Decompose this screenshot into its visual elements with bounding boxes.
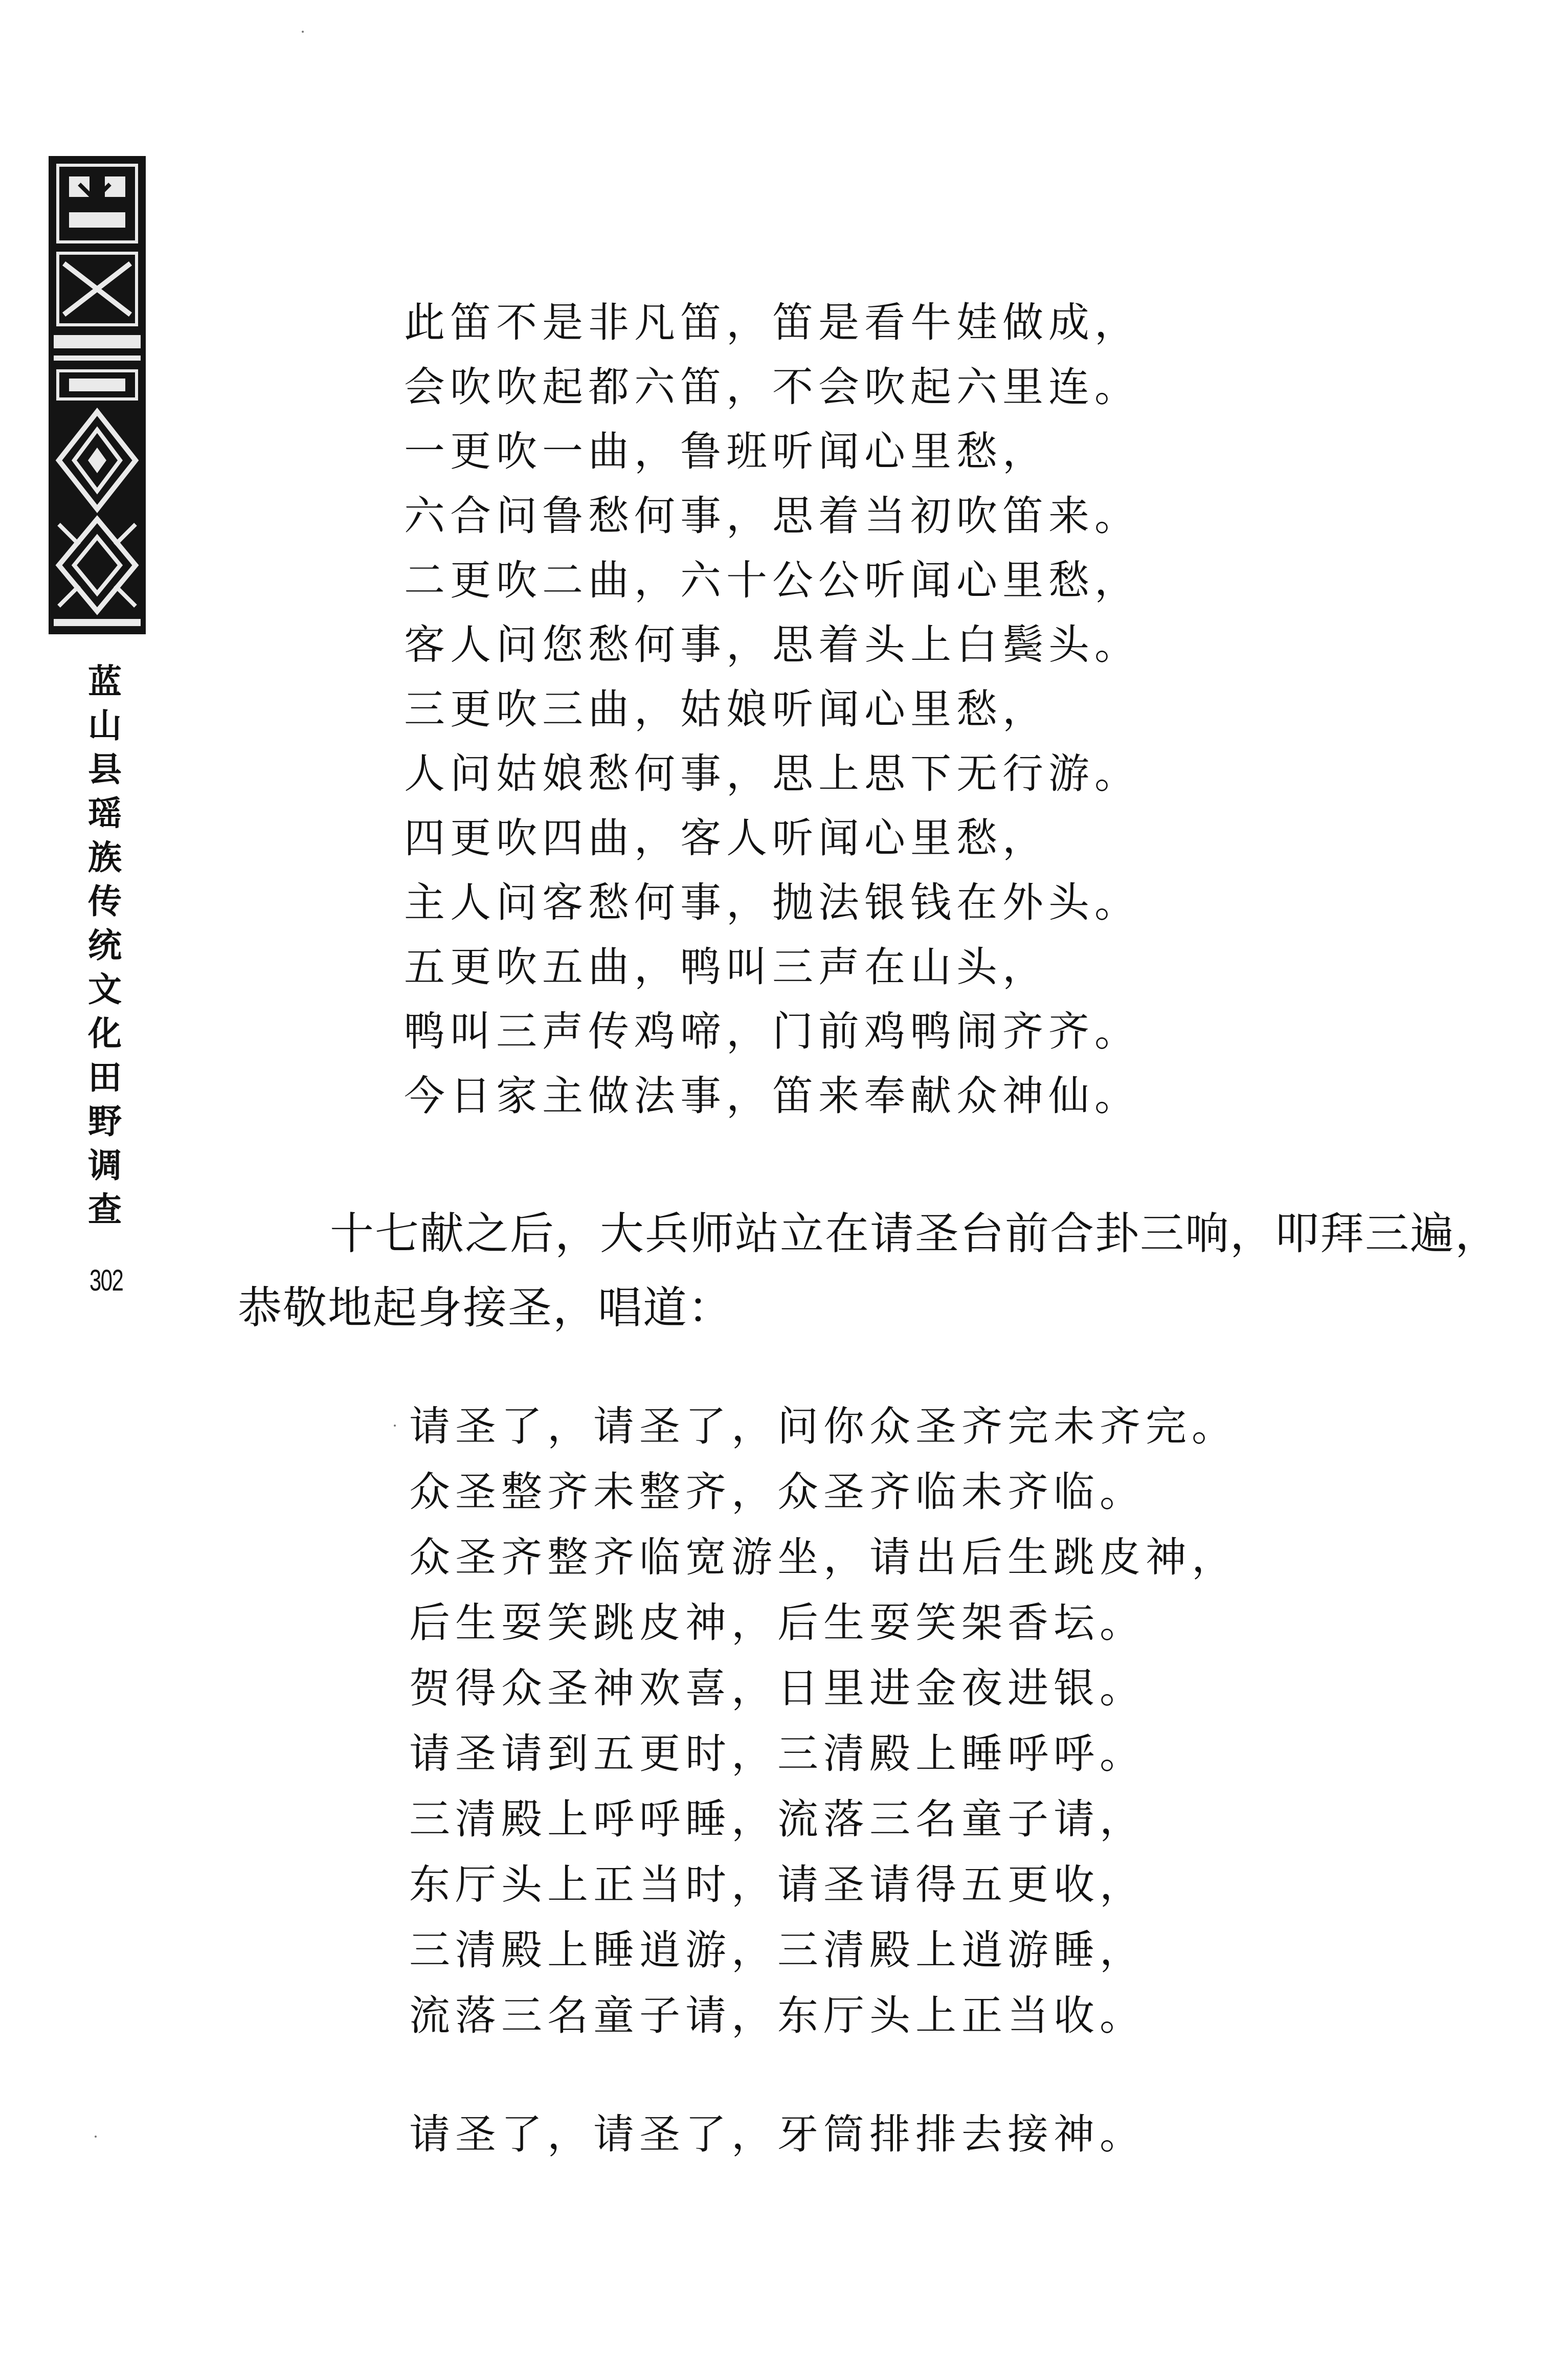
verse-block-flute-song [404, 291, 1140, 1128]
verse-line: 会吹吹起都六笛，不会吹起六里连。 [404, 363, 1140, 411]
verse-line: 请圣请到五更时，三清殿上睡呼呼。 [409, 1730, 1146, 1778]
verse-line: 四更吹四曲，客人听闻心里愁， [404, 814, 1048, 862]
title-char: 传 [88, 882, 122, 921]
title-char: 蓝 [88, 662, 122, 701]
title-char: 化 [88, 1014, 122, 1053]
title-char: 山 [88, 706, 122, 745]
prose-paragraph [238, 1197, 1500, 1345]
title-char: 田 [88, 1058, 122, 1097]
verse-line: 一更吹一曲，鲁班听闻心里愁， [404, 428, 1048, 475]
title-char: 文 [88, 970, 122, 1009]
prose-line: 恭敬地起身接圣，唱道： [238, 1282, 733, 1334]
verse-block-invocation [409, 1394, 1238, 2049]
scan-speck [394, 1425, 396, 1427]
scan-speck [95, 2136, 97, 2138]
verse-line: 请圣了，请圣了，牙筒排排去接神。 [409, 2110, 1146, 2158]
verse-line: 主人问客愁何事，抛法银钱在外头。 [404, 879, 1140, 926]
title-char: 县 [88, 750, 122, 789]
verse-line: 此笛不是非凡笛，笛是看牛娃做成， [404, 299, 1140, 346]
title-char: 瑶 [88, 794, 122, 833]
verse-line: 东厅头上正当时，请圣请得五更收， [409, 1861, 1146, 1908]
verse-line: 五更吹五曲，鸭叫三声在山头， [404, 943, 1048, 991]
verse-line: 二更吹二曲，六十公公听闻心里愁， [404, 557, 1140, 604]
verse-line: 三清殿上睡逍游，三清殿上逍游睡， [409, 1926, 1146, 1974]
verse-line: 三清殿上呼呼睡，流落三名童子请， [409, 1795, 1146, 1843]
title-char: 野 [88, 1102, 122, 1141]
verse-line: 贺得众圣神欢喜，日里进金夜进银。 [409, 1664, 1146, 1712]
verse-line: 人问姑娘愁何事，思上思下无行游。 [404, 750, 1140, 797]
verse-line: 今日家主做法事，笛来奉献众神仙。 [404, 1072, 1140, 1120]
verse-line: 三更吹三曲，姑娘听闻心里愁， [404, 685, 1048, 733]
verse-line: 六合问鲁愁何事，思着当初吹笛来。 [404, 492, 1140, 540]
verse-line: 众圣齐整齐临宽游坐，请出后生跳皮神， [409, 1534, 1238, 1581]
title-char: 统 [88, 926, 122, 965]
page-number: 302 [89, 1264, 123, 1297]
verse-line: 鸭叫三声传鸡啼，门前鸡鸭闹齐齐。 [404, 1008, 1140, 1055]
title-char: 查 [88, 1190, 122, 1229]
verse-line: 后生耍笑跳皮神，后生耍笑架香坛。 [409, 1599, 1146, 1647]
title-char: 调 [88, 1146, 122, 1185]
verse-line: 流落三名童子请，东厅头上正当收。 [409, 1992, 1146, 2039]
verse-line: 众圣整齐未整齐，众圣齐临未齐临。 [409, 1468, 1146, 1516]
prose-line: 十七献之后，大兵师站立在请圣台前合卦三响，叩拜三遍， [330, 1208, 1500, 1259]
verse-block-closing [409, 2102, 1146, 2167]
verse-line: 客人问您愁何事，思着头上白鬓头。 [404, 621, 1140, 669]
woven-pattern-ornament-icon [49, 156, 146, 634]
scan-speck [302, 31, 304, 33]
verse-line: 请圣了，请圣了，问你众圣齐完未齐完。 [409, 1403, 1238, 1450]
title-char: 族 [88, 838, 122, 877]
vertical-book-title [82, 660, 128, 1232]
